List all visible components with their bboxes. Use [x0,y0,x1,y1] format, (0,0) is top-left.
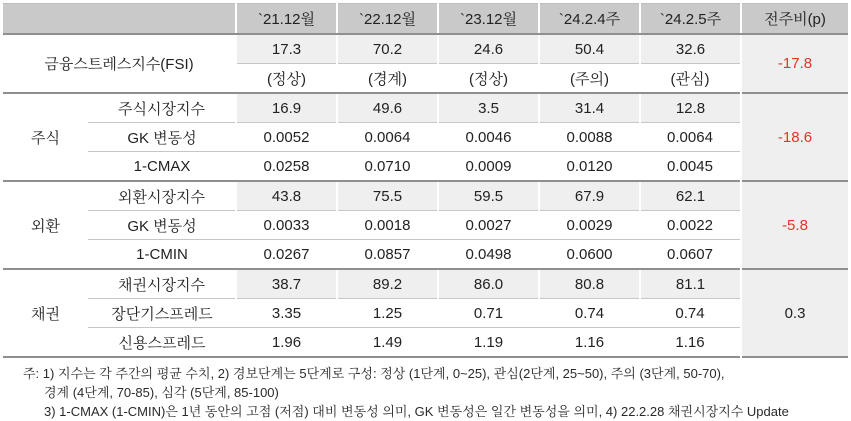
cell-value: 0.0029 [539,211,640,240]
corner-header-cell [3,4,236,35]
cell-value: 1.19 [438,328,539,358]
fsi-values-row [3,34,848,64]
cell-value: 81.1 [640,269,741,299]
col-header-22-12: `22.12월 [337,4,438,35]
cell-value: 0.0045 [640,152,741,182]
cell-value: 0.0120 [539,152,640,182]
row-label: 장단기스프레드 [88,299,236,328]
row-label: 1-CMIN [88,240,236,270]
cell-value: 0.0009 [438,152,539,182]
stock-gk-row [3,123,848,152]
col-header-23-12: `23.12월 [438,4,539,35]
cell-value: 0.0607 [640,240,741,270]
cell-value: 0.0710 [337,152,438,182]
cell-value: 0.0267 [236,240,337,270]
fsi-value: 24.6 [438,34,539,64]
fsi-level: (경계) [337,64,438,94]
cell-value: 0.0022 [640,211,741,240]
cell-value: 0.0046 [438,123,539,152]
stock-cmax-row [3,152,848,182]
cell-value: 0.74 [640,299,741,328]
cell-value: 1.49 [337,328,438,358]
cell-value: 43.8 [236,181,337,211]
cell-value: 0.0018 [337,211,438,240]
col-header-24-2-5: `24.2.5주 [640,4,741,35]
cell-value: 49.6 [337,93,438,123]
cell-value: 1.25 [337,299,438,328]
section-label-stock: 주식 [3,93,88,181]
cell-value: 31.4 [539,93,640,123]
cell-value: 12.8 [640,93,741,123]
cell-value: 0.0064 [640,123,741,152]
fx-wow-change: -5.8 [741,181,848,269]
fx-cmin-row [3,240,848,270]
section-label-fx: 외환 [3,181,88,269]
cell-value: 0.71 [438,299,539,328]
cell-value: 0.0064 [337,123,438,152]
cell-value: 0.0600 [539,240,640,270]
bond-credit-spread-row [3,328,848,358]
cell-value: 89.2 [337,269,438,299]
cell-value: 1.16 [640,328,741,358]
cell-value: 1.96 [236,328,337,358]
row-label: 외환시장지수 [88,181,236,211]
cell-value: 0.0052 [236,123,337,152]
cell-value: 1.16 [539,328,640,358]
cell-value: 0.0857 [337,240,438,270]
row-label: GK 변동성 [88,123,236,152]
fsi-level: (정상) [236,64,337,94]
footnote-line: 3) 1-CMAX (1-CMIN)은 1년 동안의 고점 (저점) 대비 변동성 의미, GK 변동성은 일간 변동성을 의미, 4) 22.2.28 채권시장지수 Update [44,404,789,419]
col-header-21-12: `21.12월 [236,4,337,35]
cell-value: 0.0088 [539,123,640,152]
cell-value: 0.0033 [236,211,337,240]
fsi-value: 17.3 [236,34,337,64]
row-label: 채권시장지수 [88,269,236,299]
stock-wow-change: -18.6 [741,93,848,181]
bond-index-row [3,269,848,299]
fsi-level: (관심) [640,64,741,94]
fsi-value: 70.2 [337,34,438,64]
cell-value: 0.74 [539,299,640,328]
cell-value: 62.1 [640,181,741,211]
fsi-wow-change: -17.8 [741,34,848,93]
fsi-table [3,3,848,358]
cell-value: 0.0258 [236,152,337,182]
cell-value: 0.0498 [438,240,539,270]
fsi-label: 금융스트레스지수(FSI) [3,34,236,93]
cell-value: 38.7 [236,269,337,299]
footnote-line: 경계 (4단계, 70-85), 심각 (5단계, 85-100) [44,385,279,400]
fsi-value: 32.6 [640,34,741,64]
cell-value: 16.9 [236,93,337,123]
section-label-bond: 채권 [3,269,88,357]
stock-index-row [3,93,848,123]
cell-value: 80.8 [539,269,640,299]
cell-value: 3.35 [236,299,337,328]
footnote-line: 주: 1) 지수는 각 주간의 평균 수치, 2) 경보단계는 5단계로 구성: 정상 (1단계, 0~25), 관심(2단계, 25~50), 주의 (3단계, 50-70), [23,366,725,381]
row-label: 주식시장지수 [88,93,236,123]
bond-wow-change: 0.3 [741,269,848,357]
cell-value: 3.5 [438,93,539,123]
fx-index-row [3,181,848,211]
row-label: 1-CMAX [88,152,236,182]
cell-value: 86.0 [438,269,539,299]
fx-gk-row [3,211,848,240]
bond-term-spread-row [3,299,848,328]
fsi-level: (정상) [438,64,539,94]
cell-value: 0.0027 [438,211,539,240]
col-header-wow: 전주비(p) [741,4,848,35]
row-label: 신용스프레드 [88,328,236,358]
table-header-row [3,4,848,35]
footnotes [3,364,848,421]
row-label: GK 변동성 [88,211,236,240]
fsi-value: 50.4 [539,34,640,64]
cell-value: 75.5 [337,181,438,211]
fsi-level: (주의) [539,64,640,94]
cell-value: 59.5 [438,181,539,211]
cell-value: 67.9 [539,181,640,211]
col-header-24-2-4: `24.2.4주 [539,4,640,35]
